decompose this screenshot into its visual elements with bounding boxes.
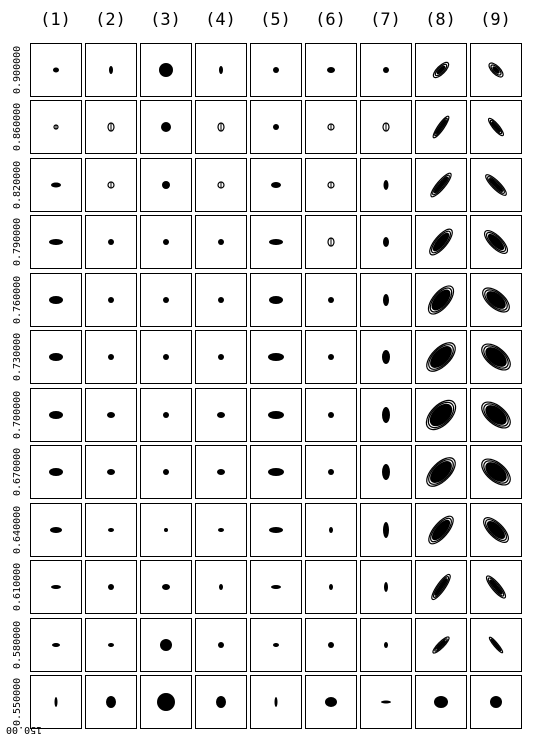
cell-r2-c3 [141, 101, 192, 154]
cell-r3-c2 [86, 159, 137, 212]
cell-r2-c7 [361, 101, 412, 154]
cell-r10-c9 [471, 561, 522, 614]
contour-blob [381, 701, 391, 704]
contour-blob [160, 639, 172, 651]
cell-r9-c4 [196, 504, 247, 557]
contour-blob [327, 67, 335, 73]
contour-blob [161, 122, 171, 132]
cell-r5-c3 [141, 274, 192, 327]
contour-blob [52, 643, 60, 647]
cell-r9-c3 [141, 504, 192, 557]
cell-r9-c1 [31, 504, 82, 557]
cell-r4-c1 [31, 216, 82, 269]
cell-r7-c8 [416, 389, 467, 442]
cell-r10-c3 [141, 561, 192, 614]
cell-r12-c3 [141, 676, 192, 729]
contour-blob [162, 181, 170, 189]
row-label-8: 0.670000 [12, 447, 23, 497]
footer-value: 150.00 [6, 724, 43, 735]
cell-r3-c8 [416, 159, 467, 212]
row-label-6: 0.730000 [12, 332, 23, 382]
cell-r5-c2 [86, 274, 137, 327]
row-label-1: 0.900000 [12, 45, 23, 95]
contour-blob [382, 350, 390, 364]
contour-blob [219, 584, 223, 590]
contour-blob [328, 297, 334, 303]
contour-blob [382, 464, 390, 480]
cell-r7-c3 [141, 389, 192, 442]
contour-blob [218, 528, 224, 532]
cell-r4-c5 [251, 216, 302, 269]
cell-r11-c9 [471, 619, 522, 672]
row-label-3: 0.820000 [12, 160, 23, 210]
contour-blob [217, 412, 225, 418]
contour-blob [51, 183, 61, 188]
contour-blob [107, 469, 115, 475]
cell-r11-c6 [306, 619, 357, 672]
cell-r1-c1 [31, 44, 82, 97]
cell-r2-c4 [196, 101, 247, 154]
cell-r11-c1 [31, 619, 82, 672]
cell-r3-c7 [361, 159, 412, 212]
cell-r3-c4 [196, 159, 247, 212]
contour-blob [271, 182, 281, 188]
contour-blob [434, 696, 448, 708]
cell-r8-c6 [306, 446, 357, 499]
cell-r7-c4 [196, 389, 247, 442]
cell-r5-c7 [361, 274, 412, 327]
cell-r2-c6 [306, 101, 357, 154]
cell-r9-c6 [306, 504, 357, 557]
cell-r6-c3 [141, 331, 192, 384]
cell-r3-c9 [471, 159, 522, 212]
cell-r10-c5 [251, 561, 302, 614]
cell-r12-c9 [471, 676, 522, 729]
cell-r7-c9 [471, 389, 522, 442]
cell-r4-c2 [86, 216, 137, 269]
contour-blob [268, 411, 284, 419]
cell-r7-c7 [361, 389, 412, 442]
contour-blob [108, 528, 114, 532]
cell-r2-c2 [86, 101, 137, 154]
cell-r1-c3 [141, 44, 192, 97]
cell-r11-c8 [416, 619, 467, 672]
cell-r6-c5 [251, 331, 302, 384]
cell-r8-c7 [361, 446, 412, 499]
cell-r8-c2 [86, 446, 137, 499]
cell-r7-c2 [86, 389, 137, 442]
column-header-4: (4) [205, 10, 236, 30]
contour-blob [268, 468, 284, 476]
cell-r5-c5 [251, 274, 302, 327]
cell-r8-c8 [416, 446, 467, 499]
row-label-7: 0.700000 [12, 390, 23, 440]
cell-r11-c3 [141, 619, 192, 672]
row-label-11: 0.580000 [12, 620, 23, 670]
contour-blob [163, 297, 169, 303]
cell-r1-c7 [361, 44, 412, 97]
cell-r11-c4 [196, 619, 247, 672]
cell-r10-c1 [31, 561, 82, 614]
contour-blob [49, 353, 63, 361]
cell-r12-c1 [31, 676, 82, 729]
contour-blob [108, 239, 114, 245]
cell-r10-c6 [306, 561, 357, 614]
cell-r1-c2 [86, 44, 137, 97]
cell-r10-c8 [416, 561, 467, 614]
contour-blob [383, 67, 389, 73]
cell-r12-c8 [416, 676, 467, 729]
contour-blob [49, 296, 63, 304]
contour-blob [383, 294, 389, 306]
contour-blob [273, 124, 279, 130]
cell-r5-c1 [31, 274, 82, 327]
cell-r3-c1 [31, 159, 82, 212]
contour-blob [328, 354, 334, 360]
cell-r5-c6 [306, 274, 357, 327]
contour-blob [218, 239, 224, 245]
cell-r3-c6 [306, 159, 357, 212]
contour-blob [329, 527, 333, 533]
contour-blob [162, 584, 170, 590]
contour-blob [216, 696, 226, 708]
contour-blob [269, 527, 283, 533]
contour-blob [163, 469, 169, 475]
cell-r2-c8 [416, 101, 467, 154]
row-label-5: 0.760000 [12, 275, 23, 325]
contour-blob [219, 66, 223, 74]
row-label-10: 0.610000 [12, 562, 23, 612]
cell-r12-c6 [306, 676, 357, 729]
contour-blob [328, 642, 334, 648]
cell-r9-c9 [471, 504, 522, 557]
cell-r9-c8 [416, 504, 467, 557]
contour-blob [108, 584, 114, 590]
cell-r5-c8 [416, 274, 467, 327]
contour-blob [164, 528, 168, 532]
column-header-7: (7) [370, 10, 401, 30]
column-header-3: (3) [150, 10, 181, 30]
cell-r4-c3 [141, 216, 192, 269]
contour-blob [325, 697, 337, 707]
contour-blob [384, 180, 389, 190]
cell-r10-c2 [86, 561, 137, 614]
cell-r4-c9 [471, 216, 522, 269]
cell-r8-c5 [251, 446, 302, 499]
contour-blob [328, 412, 334, 418]
cell-r12-c7 [361, 676, 412, 729]
cell-r1-c4 [196, 44, 247, 97]
cell-r2-c5 [251, 101, 302, 154]
cell-r2-c9 [471, 101, 522, 154]
cell-r12-c5 [251, 676, 302, 729]
cell-r11-c7 [361, 619, 412, 672]
cell-r8-c1 [31, 446, 82, 499]
cell-r7-c1 [31, 389, 82, 442]
contour-blob [159, 63, 173, 77]
contour-blob [328, 469, 334, 475]
contour-blob [108, 297, 114, 303]
contour-blob [53, 68, 59, 73]
contour-blob [271, 585, 281, 589]
contour-blob [329, 584, 333, 590]
cell-r12-c4 [196, 676, 247, 729]
contour-blob [268, 353, 284, 361]
cell-r1-c5 [251, 44, 302, 97]
cell-r1-c6 [306, 44, 357, 97]
contour-blob [49, 468, 63, 476]
cell-r5-c9 [471, 274, 522, 327]
cell-r10-c4 [196, 561, 247, 614]
contour-blob [218, 354, 224, 360]
contour-blob [163, 354, 169, 360]
contour-blob [108, 643, 114, 647]
cell-r8-c9 [471, 446, 522, 499]
cell-r6-c1 [31, 331, 82, 384]
row-label-4: 0.790000 [12, 217, 23, 267]
contour-blob [163, 239, 169, 245]
cell-r4-c7 [361, 216, 412, 269]
contour-blob [383, 522, 389, 538]
cell-r5-c4 [196, 274, 247, 327]
contour-blob [49, 411, 63, 419]
cell-r12-c2 [86, 676, 137, 729]
cell-r6-c8 [416, 331, 467, 384]
contour-blob [273, 67, 279, 73]
column-header-8: (8) [425, 10, 456, 30]
contour-blob [109, 66, 113, 74]
contour-blob [218, 642, 224, 648]
column-header-6: (6) [315, 10, 346, 30]
cell-r6-c7 [361, 331, 412, 384]
cell-r11-c2 [86, 619, 137, 672]
contour-blob [269, 296, 283, 304]
contour-blob [163, 412, 169, 418]
column-header-9: (9) [480, 10, 511, 30]
contour-blob [384, 642, 388, 648]
cell-r6-c4 [196, 331, 247, 384]
contour-blob [217, 469, 225, 475]
cell-r9-c2 [86, 504, 137, 557]
cell-r3-c5 [251, 159, 302, 212]
contour-blob [49, 239, 63, 245]
cell-r7-c5 [251, 389, 302, 442]
contour-blob [108, 354, 114, 360]
contour-blob [269, 239, 283, 245]
contour-blob [382, 407, 390, 423]
cell-r6-c6 [306, 331, 357, 384]
row-label-9: 0.640000 [12, 505, 23, 555]
cell-r11-c5 [251, 619, 302, 672]
cell-r2-c1 [31, 101, 82, 154]
cell-r9-c5 [251, 504, 302, 557]
cell-r1-c8 [416, 44, 467, 97]
cell-r9-c7 [361, 504, 412, 557]
row-label-2: 0.860000 [12, 102, 23, 152]
contour-blob [273, 643, 279, 647]
contour-blob [157, 693, 175, 711]
contour-blob [490, 696, 502, 708]
cell-r6-c9 [471, 331, 522, 384]
cell-r3-c3 [141, 159, 192, 212]
contour-blob [50, 527, 62, 533]
contour-blob [275, 697, 278, 707]
contour-blob [55, 697, 58, 707]
contour-blob [106, 696, 116, 708]
cell-r10-c7 [361, 561, 412, 614]
row-label-12: 0.550000 [12, 677, 23, 727]
cell-r7-c6 [306, 389, 357, 442]
cell-r4-c4 [196, 216, 247, 269]
contour-blob [384, 582, 388, 592]
contour-blob [107, 412, 115, 418]
contour-blob [383, 237, 389, 247]
contour-blob [51, 585, 61, 589]
column-header-2: (2) [95, 10, 126, 30]
column-header-5: (5) [260, 10, 291, 30]
cell-r6-c2 [86, 331, 137, 384]
column-header-1: (1) [40, 10, 71, 30]
cell-r1-c9 [471, 44, 522, 97]
cell-r8-c4 [196, 446, 247, 499]
cell-r4-c8 [416, 216, 467, 269]
cell-r8-c3 [141, 446, 192, 499]
contour-blob [218, 297, 224, 303]
cell-r4-c6 [306, 216, 357, 269]
